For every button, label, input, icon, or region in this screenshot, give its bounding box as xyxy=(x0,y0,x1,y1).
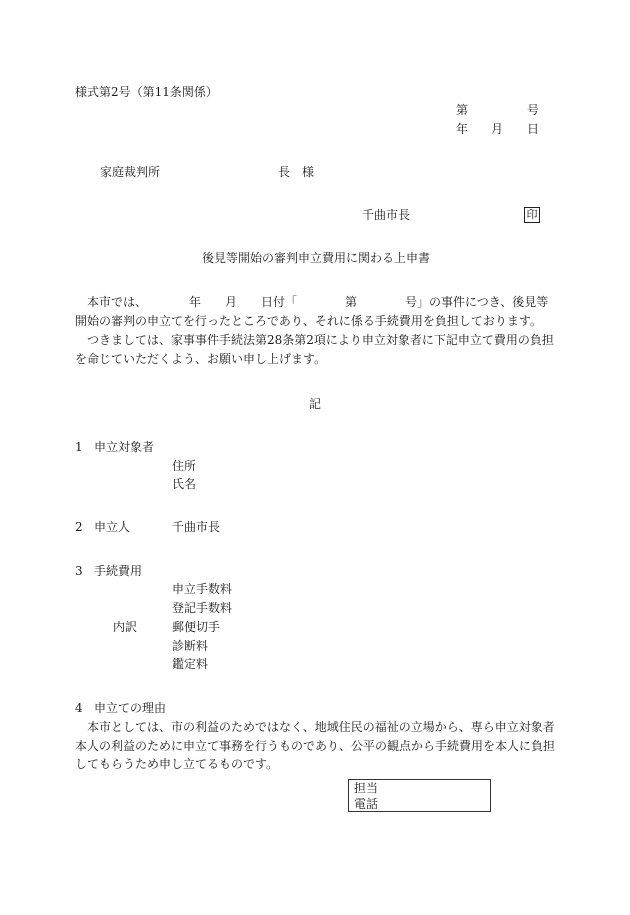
date-month: 月 xyxy=(491,122,504,136)
fee-item: 鑑定料 xyxy=(172,657,209,671)
sender-name: 千曲市長 xyxy=(362,208,411,222)
fee-item: 診断料 xyxy=(172,639,209,653)
item1-label: 申立対象者 xyxy=(94,440,155,454)
item2-value: 千曲市長 xyxy=(172,520,221,534)
reason-line: 本市としては、市の利益のためではなく、地域住民の福祉の立場から、専ら申立対象者 xyxy=(75,720,555,734)
fee-item: 申立手数料 xyxy=(172,582,233,596)
addressee-honorific: 長 様 xyxy=(278,165,315,179)
reason-line: 本人の利益のために申立て事務を行うものであり、公平の観点から手続費用を本人に負担 xyxy=(75,739,556,753)
form-label: 様式第2号（第11条関係） xyxy=(75,85,218,99)
body-line: つきましては、家事事件手続法第28条第2項により申立対象者に下記申立て費用の負担 xyxy=(75,333,554,347)
doc-number-prefix: 第 xyxy=(456,103,469,117)
breakdown-label: 内訳 xyxy=(113,620,138,634)
body-line: 開始の審判の申立てを行ったところであり、それに係る手続費用を負担しております。 xyxy=(75,314,542,328)
item2-label: 申立人 xyxy=(94,520,131,534)
item3-label: 手続費用 xyxy=(94,564,143,578)
fee-item: 登記手数料 xyxy=(172,601,233,615)
contact-box xyxy=(348,779,491,812)
item3-number: 3 xyxy=(75,564,83,578)
date-year: 年 xyxy=(456,122,469,136)
item1-number: 1 xyxy=(75,440,83,454)
contact-person-label: 担当 xyxy=(354,781,379,795)
contact-phone-label: 電話 xyxy=(354,797,379,811)
seal-mark: 印 xyxy=(524,207,540,223)
doc-number-suffix: 号 xyxy=(527,103,540,117)
body-line: 本市では、 年 月 日付「 第 号」の事件につき、後見等 xyxy=(75,295,549,309)
item2-number: 2 xyxy=(75,520,83,534)
reason-line: してもらうため申し立てるものです。 xyxy=(75,757,279,771)
item4-number: 4 xyxy=(75,701,83,715)
date-day: 日 xyxy=(527,122,540,136)
document-title: 後見等開始の審判申立費用に関わる上申書 xyxy=(202,251,431,265)
ki-heading: 記 xyxy=(309,397,322,411)
item4-label: 申立ての理由 xyxy=(94,701,167,715)
fee-item: 郵便切手 xyxy=(172,620,221,634)
item1-address-label: 住所 xyxy=(172,459,197,473)
body-line: を命じていただくよう、お願い申し上げます。 xyxy=(75,352,327,366)
addressee-court: 家庭裁判所 xyxy=(100,165,161,179)
item1-name-label: 氏名 xyxy=(172,477,197,491)
